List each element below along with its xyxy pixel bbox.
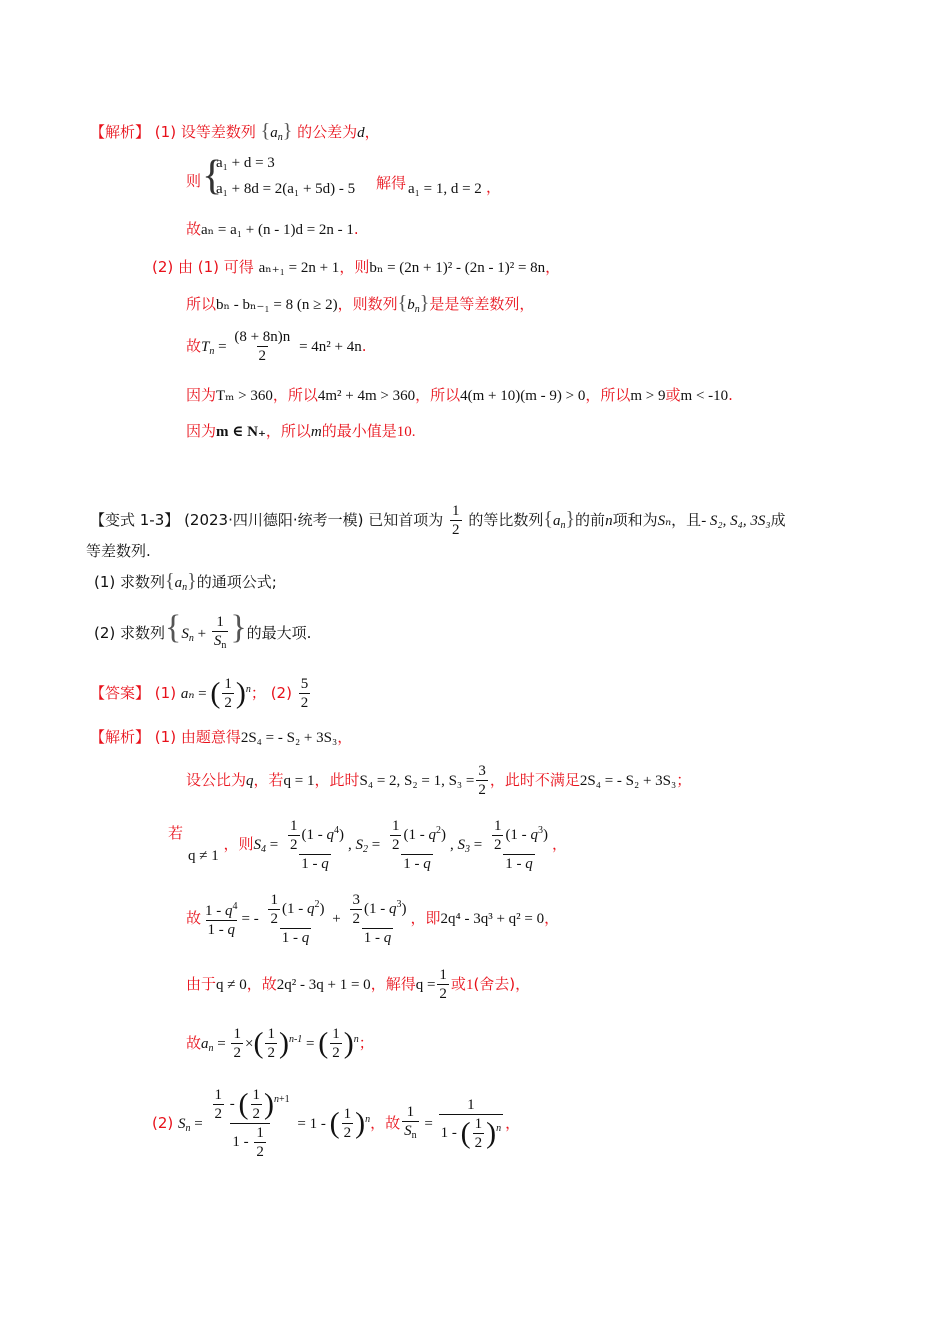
q-half: q = [415, 977, 436, 993]
part-2-label: (2) 由 (1) 可得 [152, 258, 254, 276]
then-label-3: ，此时 [314, 771, 360, 789]
left-brace-icon: { [543, 508, 553, 530]
answer-den: 2 [300, 695, 309, 711]
first-den: 2 [452, 522, 460, 538]
q-neq-1: q ≠ 1 [188, 848, 219, 864]
variant-source: (2023·四川德阳·统考一模) 已知首项为 [184, 511, 444, 529]
or-label-2: 或 [450, 975, 466, 993]
variant-text-5: 成 [770, 511, 786, 529]
ruo-label: 若 [168, 824, 184, 842]
q-values: S₄ = 2, S₂ = 1, S₃ = [359, 773, 475, 789]
question-1-tail: 的通项公式; [196, 573, 277, 591]
var-q: q [246, 773, 254, 789]
tn-denominator: 2 [258, 348, 267, 364]
question-1 [94, 570, 277, 599]
right-brace-icon: } [230, 609, 247, 646]
m-in-set: m ∈ N₊ [216, 424, 266, 440]
common-diff-text: 的公差为 [297, 123, 358, 141]
analysis-2-eq: 2S₄ = - S₂ + 3S₃ [240, 730, 338, 746]
bn-difference: bₙ - bₙ₋₁ = 8 (n ≥ 2) [216, 297, 338, 313]
tn-var: $T_n$ [201, 339, 215, 357]
variant-line-1 [90, 502, 786, 543]
analysis-2-line-1: 【解析】 (1) 由题意得2S₄ = - S₂ + 3S₃， [90, 728, 353, 746]
tn-label: 故 [186, 337, 202, 355]
answer-an: aₙ [180, 686, 195, 702]
then-label-2: ，则 [339, 258, 370, 276]
seq-an-3: $a_n$ [174, 575, 188, 593]
solve-label: 解得 [376, 174, 407, 192]
seq-an: $a_n$ [270, 125, 283, 143]
q-eq-2: 2S₄ = - S₂ + 3S₃ [579, 773, 677, 789]
then-label: 则 [186, 172, 202, 190]
part-2-line-2 [186, 292, 534, 321]
left-brace-icon: { [165, 609, 182, 646]
an-formula: aₙ = a₁ + (n - 1)d = 2n - 1 [201, 222, 354, 238]
a-next: aₙ₊₁ = 2n + 1 [258, 260, 340, 276]
so-2: ，所以 [415, 386, 461, 404]
so-label: 故 [186, 220, 202, 238]
answer-num: 5 [300, 676, 309, 692]
question-2-tail: 的最大项. [246, 624, 312, 642]
system-brace-icon: { [202, 153, 223, 199]
if-label: ，若 [253, 771, 284, 789]
analysis-1-line-1: 【解析】 (1) 设等差数列 $\{a_n\}$ 的公差为d， [90, 120, 380, 143]
ratio-label: 设公比为 [186, 771, 247, 789]
left-brace-icon: { [260, 120, 271, 142]
left-brace-icon: { [165, 570, 175, 592]
quadratic: 2q² - 3q + 1 = 0 [276, 977, 371, 993]
tn-line: 故$T_n$ = $\frac{(8 + 8n)n}{2}$ = 4n² + 4n. [186, 329, 367, 364]
var-sn: Sₙ [657, 513, 672, 529]
var-d: d [357, 125, 365, 141]
equation-line: 故 $\frac{1 - q^4}{1 - q}$ = - $\frac{1}{2}$ $(1 - q^2)$ 1 - q + $\frac{3}{2}$ $(1 - q^3)$ 1 - q ，即2q⁴ - 3q³ + q² = 0， [186, 891, 560, 946]
suoyi-label: 所以 [186, 295, 217, 313]
var-n: n [605, 513, 613, 529]
bn-formula: bₙ = (2n + 1)² - (2n - 1)² = 8n [369, 260, 546, 276]
answer-fraction [299, 675, 311, 712]
first-term-fraction [450, 502, 462, 539]
one-value: 1 [465, 977, 474, 993]
because-label-2: 由于 [186, 975, 217, 993]
sum-formulas-line: 若 q ≠ 1 ，则$S_4$ = $\frac{1}{2}$ $(1 - q^4)$ 1 - q , $S_2$ = $\frac{1}{2}$ $(1 - q^2)$ 1 - q , $S_3$ = $\frac{1}{2}$ $(1 - q^3)$ 1 - q ， [168, 817, 567, 872]
part-1-label: (1) 设等差数列 [154, 123, 256, 141]
variant-text-1: 的等比数列 [468, 511, 544, 529]
gu-label-4: ，故 [370, 1114, 401, 1132]
sn-line: (2) $S_n$ = $\frac{1}{2}$ - ( $\frac{1}{2}$ )$^{n+1}$ 1 - $\frac{1}{2}$ = 1 - ( $\frac{1}{2}$ )$^n$，故 $\frac{1}{S_n}$ = 1 1 - ( $\frac{1}{2}$ )$^n$ ， [152, 1087, 521, 1160]
question-2: (2) 求数列{$S_n$ + $\frac{1}{S_n}$ }的最大项. [94, 606, 311, 661]
tn-numerator: (8 + 8n)n [234, 329, 291, 345]
seq-bn: $b_n$ [407, 297, 420, 315]
first-num: 1 [452, 503, 460, 519]
variant-text-4: ，且 [671, 511, 702, 529]
drop-label: (舍去)， [473, 975, 531, 993]
min-value: 10. [396, 424, 416, 440]
result-2: m < -10 [680, 388, 729, 404]
not-satisfy: ，此时不满足 [489, 771, 580, 789]
tn-fraction [232, 328, 292, 365]
an-result-line: 故$a_n$ = $\frac{1}{2}$ ×( $\frac{1}{2}$ )$^{n-1}$ = ( $\frac{1}{2}$ )$^n$； [186, 1026, 374, 1061]
gu-label-3: 故 [186, 1034, 202, 1052]
ji-label: ，即 [410, 909, 441, 927]
polynomial: 2q⁴ - 3q³ + q² = 0 [440, 911, 545, 927]
analysis-tag: 【解析】 [90, 123, 151, 141]
answer-part-1: (1) [154, 684, 177, 702]
result-1: m > 9 [630, 388, 666, 404]
since-line [186, 420, 416, 443]
since-so: ，所以 [265, 422, 311, 440]
comma: ， [486, 178, 502, 196]
seq-an-2: $a_n$ [552, 513, 566, 531]
gu-label-2: ，故 [246, 975, 277, 993]
jiede-label: ，解得 [370, 975, 416, 993]
terms: - S₂, S₄, 3S₃ [701, 513, 771, 529]
factored-inequality: 4(m + 10)(m - 9) > 0 [460, 388, 586, 404]
q-nonzero: q ≠ 0 [216, 977, 247, 993]
right-brace-icon: } [187, 570, 197, 592]
min-text: 的最小值是 [321, 422, 397, 440]
part-2-line-1: (2) 由 (1) 可得 aₙ₊₁ = 2n + 1，则bₙ = (2n + 1)² - (2n - 1)² = 8n， [152, 258, 561, 276]
system-eq-1: a₁ + d = 3 [216, 155, 275, 171]
solve-q-line: 由于q ≠ 0，故2q² - 3q + 1 = 0，解得q = $\frac{1}{2}$ 或1(舍去)， [186, 967, 531, 1002]
variant-line-2: 等差数列. [86, 542, 151, 560]
answer-part-2: (2) [270, 684, 292, 702]
because-line: 因为Tₘ > 360，所以4m² + 4m > 360，所以4(m + 10)(m - 9) > 0，所以m > 9或m < -10. [186, 386, 733, 404]
right-brace-icon: } [419, 292, 430, 314]
q-eq-1: q = 1 [283, 773, 315, 789]
right-brace-icon: } [282, 120, 293, 142]
question-1-text: (1) 求数列 [94, 573, 166, 591]
answer-line: 【答案】 (1) aₙ = ( $\frac{1}{2}$ )$^n$； (2) $\frac{5}{2}$ [90, 676, 309, 711]
then-seq: ，则数列 [337, 295, 398, 313]
system-eq-2: a₁ + 8d = 2(a₁ + 5d) - 5 [216, 181, 356, 197]
variant-tag: 【变式 1-3】 [90, 511, 180, 529]
sn-fraction: $\frac{1}{2}$ - ( $\frac{1}{2}$ )$^{n+1}$ 1 - $\frac{1}{2}$ [214, 1087, 290, 1160]
right-brace-icon: } [565, 508, 576, 530]
since-label: 因为 [186, 422, 217, 440]
variant-text-3: 项和为 [612, 511, 658, 529]
because-label: 因为 [186, 386, 217, 404]
inequality: 4m² + 4m > 360 [317, 388, 416, 404]
ratio-line: 设公比为q，若q = 1，此时S₄ = 2, S₂ = 1, S₃ = $\frac{3}{2}$ ，此时不满足2S₄ = - S₂ + 3S₃； [186, 763, 692, 798]
so-3: ，所以 [585, 386, 631, 404]
question-2-text: (2) 求数列 [94, 624, 166, 642]
left-brace-icon: { [397, 292, 408, 314]
solve-result: a₁ = 1, d = 2 [408, 181, 482, 197]
tn-result: = 4n² + 4n [299, 339, 362, 355]
answer-tag: 【答案】 [90, 684, 151, 702]
var-m: m [310, 424, 322, 440]
answer-sep: ； [250, 684, 266, 702]
gu-label: 故 [186, 909, 202, 927]
so-1: ，所以 [272, 386, 318, 404]
variant-text-2: 的前 [575, 511, 606, 529]
reciprocal-fraction: $\frac{1}{S_n}$ [212, 613, 229, 655]
analysis-2-part-2: (2) [152, 1114, 174, 1132]
or-label: 或 [665, 386, 681, 404]
an-formula-line: 故aₙ = a₁ + (n - 1)d = 2n - 1. [186, 220, 359, 238]
ze-label: ，则 [223, 835, 254, 853]
tm-condition: Tₘ > 360 [216, 388, 273, 404]
is-arithmetic: 是是等差数列， [429, 295, 535, 313]
analysis-2-part-1: (1) 由题意得 [154, 728, 241, 746]
analysis-2-tag: 【解析】 [90, 728, 151, 746]
